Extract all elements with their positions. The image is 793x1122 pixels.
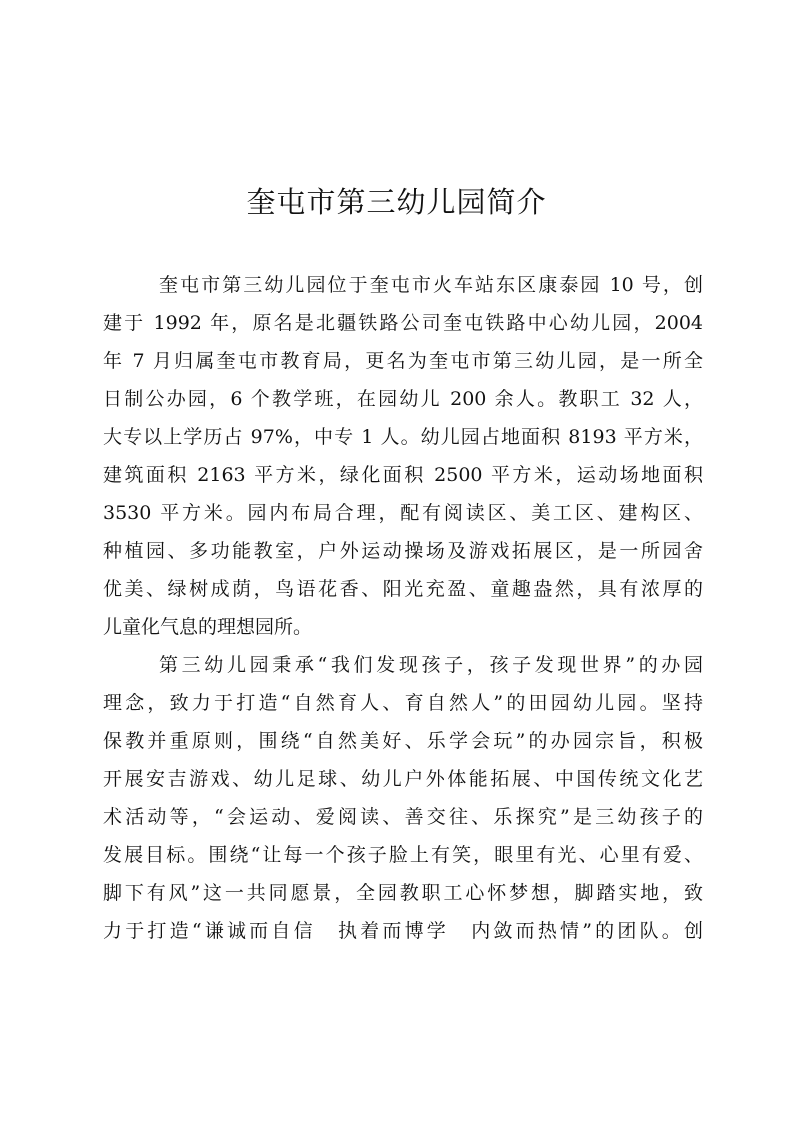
paragraph-line: 年 7 月归属奎屯市教育局，更名为奎屯市第三幼儿园，是一所全 [103,350,703,372]
paragraph-line: 建筑面积 2163 平方米，绿化面积 2500 平方米，运动场地面积 [103,464,703,486]
paragraph-line: 日制公办园，6 个教学班，在园幼儿 200 余人。教职工 32 人， [103,388,703,410]
paragraph-line: 理念，致力于打造“自然育人、育自然人”的田园幼儿园。坚持 [103,692,703,714]
paragraph-line: 优美、绿树成荫，鸟语花香、阳光充盈、童趣盎然，具有浓厚的 [103,578,703,600]
paragraph-line: 奎屯市第三幼儿园位于奎屯市火车站东区康泰园 10 号，创 [159,274,703,296]
paragraph-2 [103,646,703,950]
paragraph-1 [103,266,703,646]
document-title: 奎屯市第三幼儿园简介 [246,185,547,219]
paragraph-line: 脚下有风”这一共同愿景，全园教职工心怀梦想，脚踏实地，致 [103,882,703,904]
paragraph-line: 术活动等，“会运动、爱阅读、善交往、乐探究”是三幼孩子的 [103,806,703,828]
paragraph-line: 发展目标。围绕“让每一个孩子脸上有笑，眼里有光、心里有爱、 [103,844,703,866]
paragraph-line: 第三幼儿园秉承“我们发现孩子，孩子发现世界”的办园 [159,654,703,676]
paragraph-line: 开展安吉游戏、幼儿足球、幼儿户外体能拓展、中国传统文化艺 [103,768,703,790]
paragraph-line: 建于 1992 年，原名是北疆铁路公司奎屯铁路中心幼儿园，2004 [103,312,703,334]
paragraph-line: 3530 平方米。园内布局合理，配有阅读区、美工区、建构区、 [103,502,703,524]
document-body [103,266,703,950]
paragraph-line: 力于打造“谦诚而自信 执着而博学 内敛而热情”的团队。创 [103,920,703,942]
paragraph-line: 大专以上学历占 97%，中专 1 人。幼儿园占地面积 8193 平方米， [103,426,703,448]
paragraph-line: 种植园、多功能教室，户外运动操场及游戏拓展区，是一所园舍 [103,540,703,562]
paragraph-line: 儿童化气息的理想园所。 [103,616,313,638]
paragraph-line: 保教并重原则，围绕“自然美好、乐学会玩”的办园宗旨，积极 [103,730,703,752]
